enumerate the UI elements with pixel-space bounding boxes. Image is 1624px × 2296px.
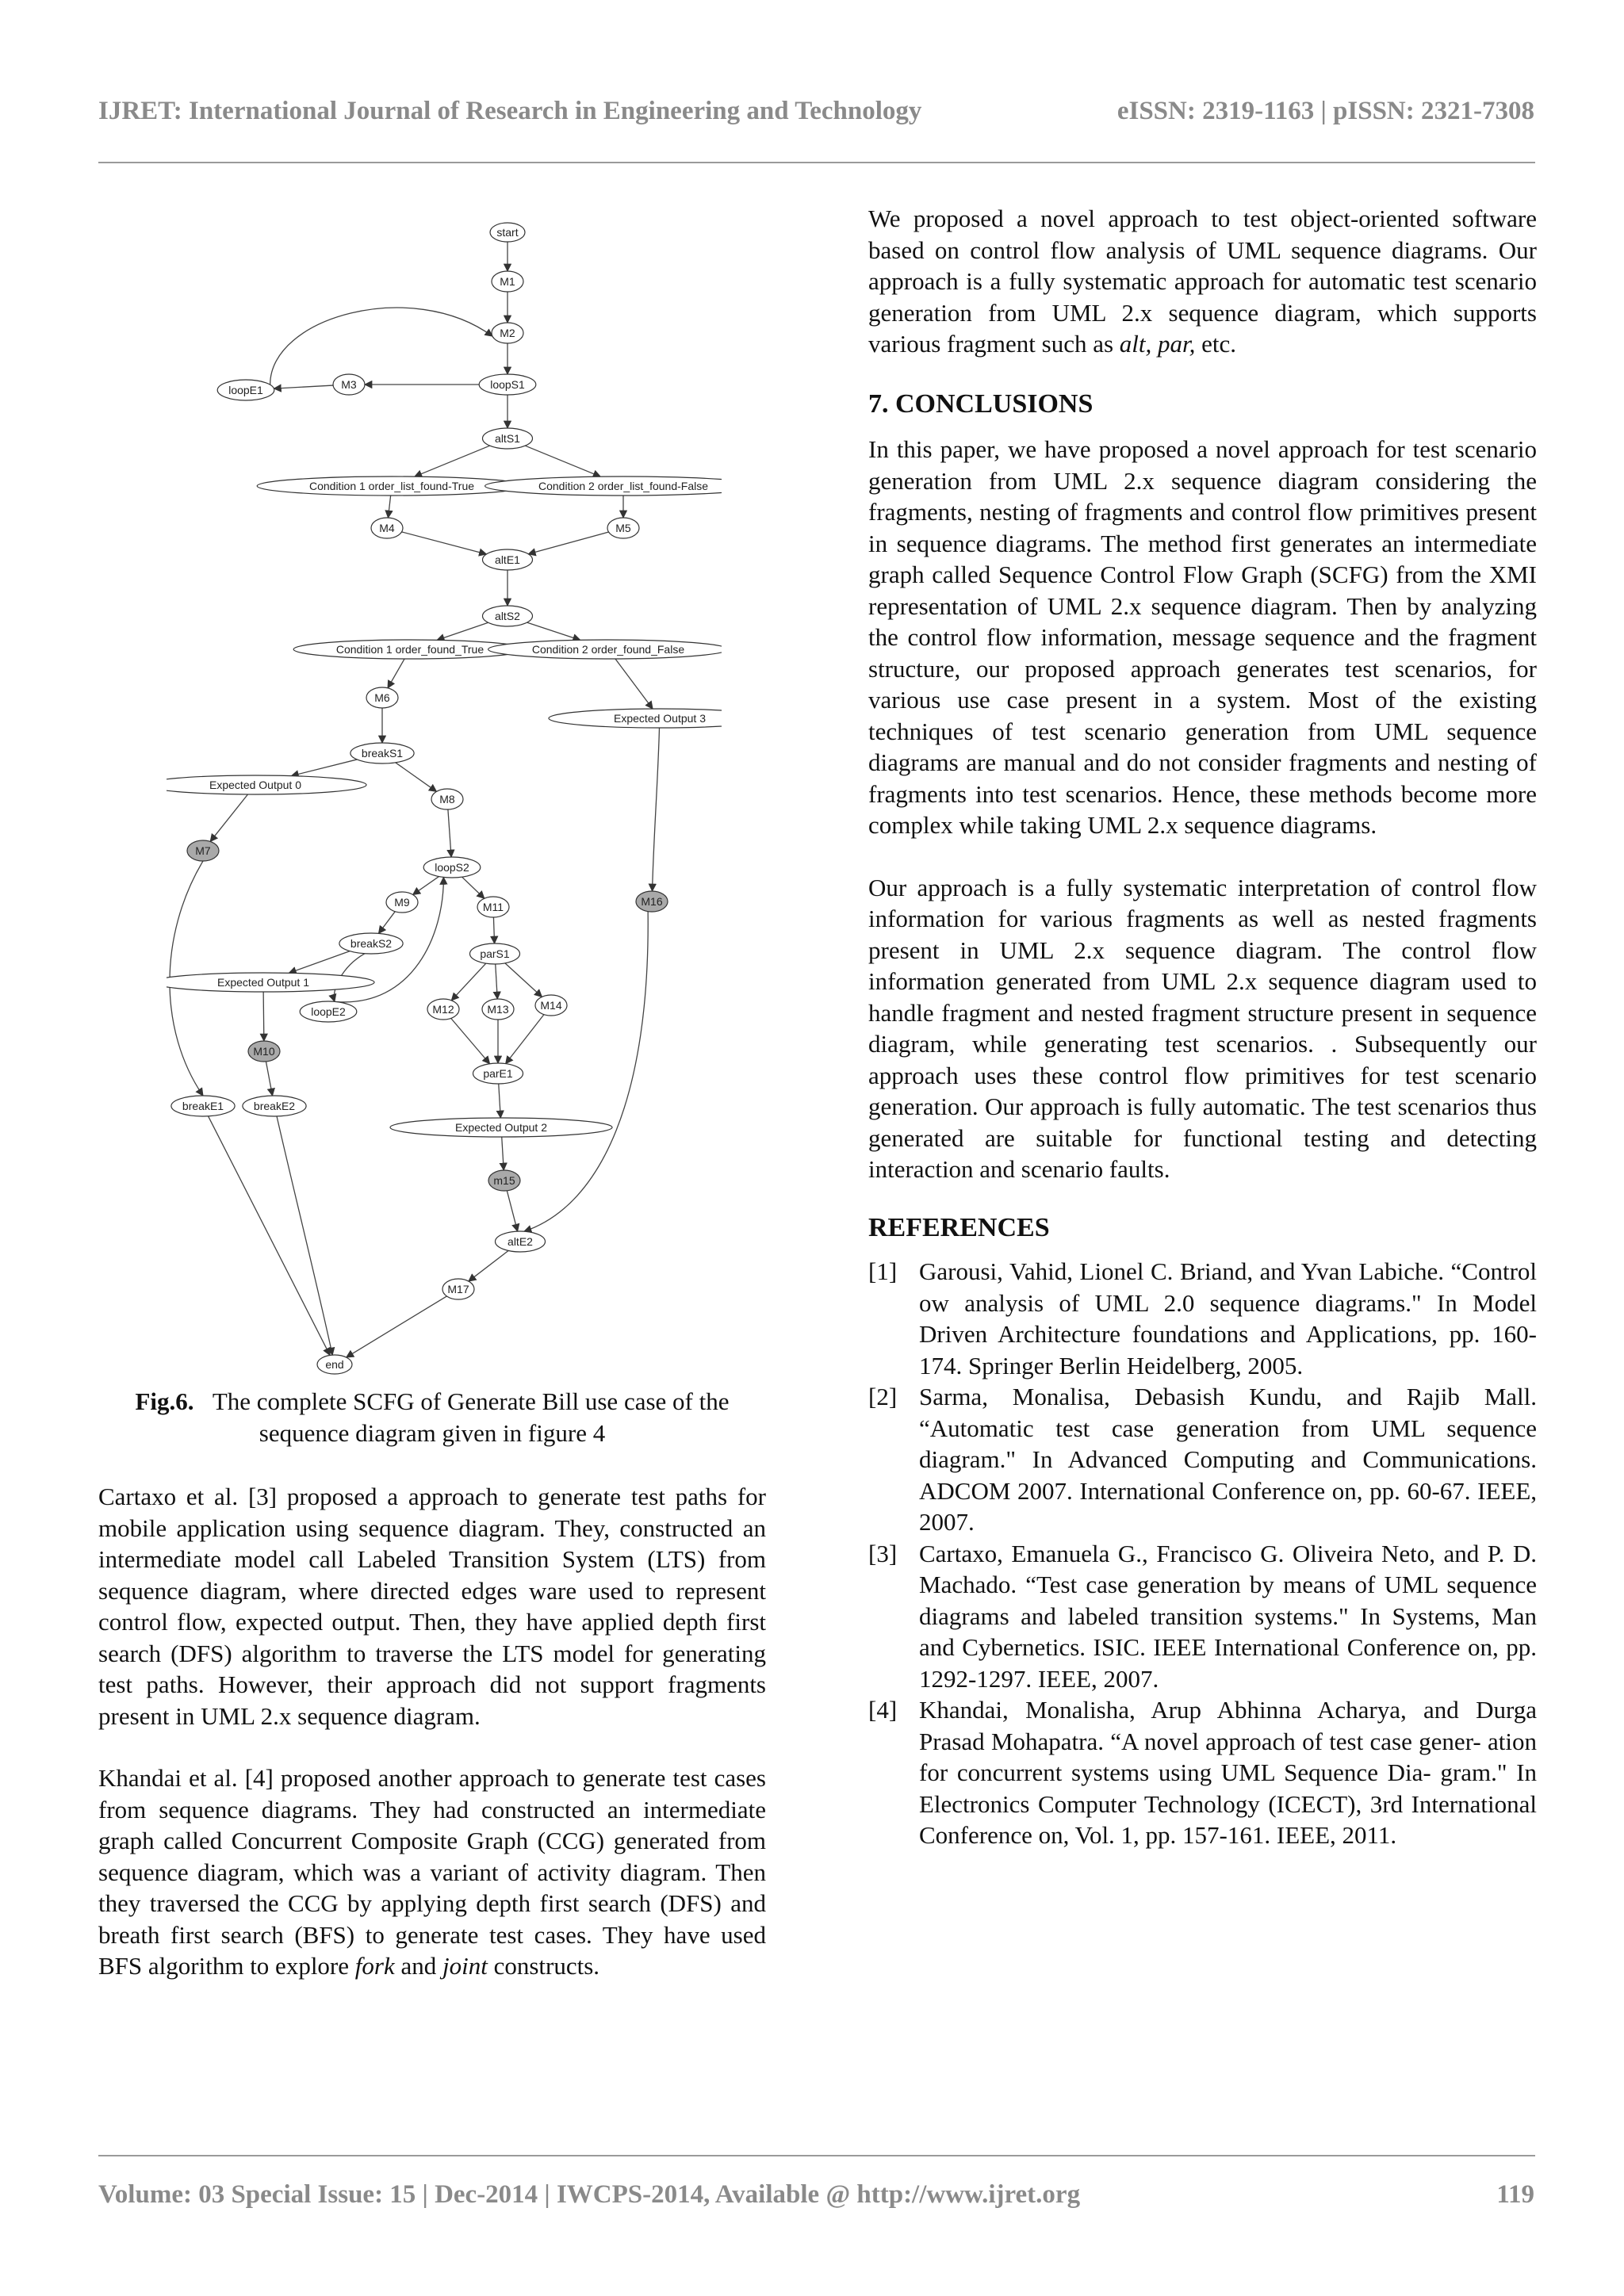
graph-node-label: Expected Output 3 — [614, 712, 706, 725]
figure-label: Fig.6. — [135, 1387, 194, 1415]
graph-edge — [270, 308, 492, 385]
issn: eISSN: 2319-1163 | pISSN: 2321-7308 — [1116, 97, 1534, 125]
graph-node-label: Condition 1 order_found_True — [335, 643, 485, 656]
graph-edge — [524, 912, 648, 1232]
graph-edge — [528, 532, 608, 554]
graph-node-label: M11 — [482, 901, 504, 913]
graph-edge — [493, 917, 494, 943]
graph-edge — [266, 1062, 272, 1096]
graph-node-loops1 — [479, 374, 536, 395]
graph-edge — [415, 446, 490, 476]
graph-node-m3 — [333, 374, 365, 395]
graph-node-m2 — [492, 323, 523, 343]
reference-item: [3] Cartaxo, Emanuela G., Francisco G. Oliveira Neto, and P. D. Machado. “Test case generation by means of UML sequence diagrams and labeled transition systems." In Systems, Man and Cybernetics. ISIC. IEEE International Conference on, pp. 1292-1297. IEEE, 2007. — [868, 1539, 1537, 1693]
conclusions-paragraph-2: Our approach is a fully systematic interpretation of control flow information for various fragments as well as nested fragments present in UML 2.x sequence diagram. The control flow information generated from UML 2.x sequence diagram used to handle fragment and nested fragment structure present in sequence diagram, while generating test scenarios. . Subsequently our approach uses these control flow primitives for test scenario generation. Our approach is fully automatic. The test scenarios thus generated are suitable for functional testing and detecting interaction and scenario faults. — [868, 873, 1537, 1183]
graph-node-label: altS1 — [495, 432, 520, 445]
journal-title: IJRET: International Journal of Research in Engineering and Technology — [98, 97, 922, 125]
graph-node-m11 — [477, 897, 509, 917]
graph-edge — [209, 1116, 331, 1356]
graph-edge — [469, 1250, 508, 1281]
graph-node-label: Condition 2 order_found_False — [531, 643, 685, 656]
graph-node-label: M1 — [500, 275, 515, 288]
graph-node-m16 — [636, 891, 668, 912]
graph-node-label: M2 — [500, 327, 515, 339]
graph-node-label: start — [496, 226, 519, 239]
figure-caption — [98, 1386, 766, 1449]
graph-edge — [506, 1015, 544, 1064]
graph-node-m13 — [482, 999, 514, 1020]
graph-edge — [277, 1116, 332, 1355]
paragraph-khandai: Khandai et al. [4] proposed another approach to generate test cases from sequence diagrams. They had constructed an intermediate graph called Concurrent Composite Graph (CCG) generated from sequence diagram, which was a variant of activity diagram. Then they traversed the CCG by applying depth first search (DFS) and breath first search (BFS) to generate test cases. They have used BFS algorithm to explore fork and joint constructs. — [98, 1764, 766, 1980]
graph-node-label: Expected Output 1 — [217, 976, 309, 989]
graph-node-end — [317, 1355, 352, 1374]
graph-node-label: M12 — [432, 1003, 454, 1016]
graph-node-label: M16 — [641, 895, 663, 908]
graph-node-m4 — [371, 518, 403, 538]
graph-node-label: loopS1 — [490, 378, 525, 391]
graph-node-label: parE1 — [483, 1067, 513, 1080]
graph-node-label: loopS2 — [435, 861, 469, 874]
graph-edge — [499, 1084, 501, 1118]
conclusions-heading: 7. CONCLUSIONS — [868, 388, 1094, 419]
graph-edge — [274, 385, 333, 388]
graph-edge — [615, 659, 653, 709]
footer-rule — [98, 2155, 1535, 2156]
graph-node-eo1 — [167, 973, 374, 992]
graph-node-label: end — [325, 1358, 344, 1371]
graph-node-label: loopE1 — [228, 384, 263, 396]
graph-node-label: altE2 — [508, 1235, 533, 1248]
graph-edge — [462, 877, 485, 898]
graph-node-label: M3 — [341, 378, 357, 391]
graph-node-eo2 — [390, 1118, 612, 1137]
graph-node-m9 — [386, 892, 418, 913]
graph-edge — [525, 446, 600, 476]
graph-edge — [289, 951, 350, 974]
graph-edge — [437, 622, 488, 640]
graph-node-alts2 — [483, 606, 533, 626]
scfg-graph — [167, 210, 722, 1383]
graph-node-m12 — [427, 999, 459, 1020]
paragraph-cartaxo: Cartaxo et al. [3] proposed a approach to generate test paths for mobile application using sequence diagram. They, constructed an intermediate model call Labeled Transition System (LTS) from sequence diagram, where directed edges ware used to represent control flow, expected output. Then, they have applied depth first search (DFS) algorithm to traverse the LTS model for generating test paths. However, their approach did not support fragments present in UML 2.x sequence diagram. — [98, 1483, 766, 1730]
graph-edge — [388, 496, 390, 518]
left-column — [98, 1481, 766, 1982]
graph-node-loops2 — [423, 857, 481, 878]
graph-node-alts1 — [483, 428, 533, 449]
graph-node-c2a — [485, 476, 722, 496]
graph-node-m6 — [366, 687, 398, 708]
graph-node-label: Condition 1 order_list_found-True — [308, 480, 475, 492]
header-rule — [98, 162, 1535, 163]
reference-item: [2] Sarma, Monalisa, Debasish Kundu, and Rajib Mall. “Automatic test case generation from UML sequence diagram." In Advanced Computing and Communications. ADCOM 2007. International Conference on, pp. 60-67. IEEE, 2007. — [868, 1383, 1537, 1536]
graph-node-breaks1 — [350, 743, 414, 763]
graph-node-m7 — [187, 840, 219, 861]
graph-node-label: altS2 — [495, 610, 520, 622]
page-number: 119 — [1496, 2180, 1534, 2209]
graph-node-label: breakE2 — [253, 1100, 296, 1112]
graph-node-m8 — [431, 789, 463, 809]
graph-node-start — [490, 223, 525, 242]
graph-edge — [291, 760, 357, 776]
reference-item: [1] Garousi, Vahid, Lionel C. Briand, and Yvan Labiche. “Control ow analysis of UML 2.0 sequence diagrams." In Model Driven Architecture foundations and Applications, pp. 160-174. Springer Berlin Heidelberg, 2005. — [868, 1257, 1537, 1380]
graph-node-m10 — [248, 1041, 280, 1062]
graph-node-label: Expected Output 2 — [455, 1121, 547, 1134]
graph-node-label: M5 — [615, 522, 631, 534]
graph-node-breake1 — [171, 1096, 235, 1116]
references-heading: REFERENCES — [868, 1212, 1050, 1242]
graph-node-label: M13 — [487, 1003, 509, 1016]
graph-node-loope2 — [300, 1001, 357, 1022]
graph-node-label: M7 — [195, 844, 211, 857]
paragraph-intro: We proposed a novel approach to test object-oriented software based on control flow analysis of UML sequence diagrams. Our approach is a fully systematic approach for automatic test scenario generation from UML 2.x sequence diagram, which supports various fragment such as alt, par, etc. — [868, 205, 1537, 358]
footer-volume: Volume: 03 Special Issue: 15 | Dec-2014 | IWCPS-2014, Available @ http://www.ijret.org — [98, 2180, 1081, 2209]
graph-node-label: M8 — [439, 793, 455, 806]
graph-edge — [451, 1018, 490, 1063]
graph-edge — [527, 622, 580, 640]
conclusions-paragraph-1: In this paper, we have proposed a novel approach for test scenario generation from UML 2.x sequence diagram considering the fragments, nesting of fragments and control flow primitives present in sequence diagrams. The method first generates an intermediate graph called Sequence Control Flow Graph (SCFG) from the XMI representation of UML 2.x sequence diagram. Then by analyzing the control flow information, message sequence and the fragment structure, our proposed approach generates test scenarios, for various use case present in a system. Most of the existing techniques of test scenario generation from UML sequence diagrams are manual and do not consider fragments and nesting of fragments into test scenarios. Hence, these methods become more complex while taking UML 2.x sequence diagrams. — [868, 435, 1537, 839]
graph-edge — [388, 659, 404, 688]
graph-edge — [502, 1137, 504, 1170]
graph-node-m15 — [488, 1170, 520, 1191]
graph-node-breake2 — [243, 1096, 306, 1116]
graph-node-alte1 — [483, 549, 533, 570]
graph-edge — [496, 964, 498, 999]
graph-node-m17 — [442, 1279, 474, 1299]
graph-node-loope1 — [217, 380, 274, 400]
graph-node-alte2 — [496, 1231, 546, 1252]
graph-edge — [378, 912, 395, 934]
reference-item: [4] Khandai, Monalisha, Arup Abhinna Acharya, and Durga Prasad Mohapatra. “A novel approach of test case gener- ation for concurrent systems using UML Sequence Dia- gram." In Electronics Computer Technology (ICECT), 3rd International Conference on, Vol. 1, pp. 157-161. IEEE, 2011. — [868, 1696, 1537, 1849]
graph-node-pare1 — [473, 1063, 523, 1084]
graph-node-pars1 — [470, 943, 520, 964]
graph-node-label: M17 — [447, 1283, 469, 1295]
graph-edge — [402, 532, 487, 554]
graph-edge — [263, 992, 264, 1041]
graph-node-label: altE1 — [495, 553, 520, 566]
graph-node-m1 — [492, 271, 523, 292]
graph-node-label: M6 — [374, 691, 390, 704]
graph-node-m14 — [535, 995, 567, 1016]
graph-node-eo0 — [167, 775, 366, 794]
graph-edge — [505, 963, 542, 997]
graph-node-label: M10 — [253, 1045, 275, 1058]
right-column — [868, 203, 1537, 1851]
graph-node-label: m15 — [493, 1174, 515, 1187]
reference-list — [868, 1256, 1537, 1851]
figure-caption-text: The complete SCFG of Generate Bill use case of the sequence diagram given in figure 4 — [212, 1387, 730, 1447]
graph-edge — [507, 1191, 517, 1231]
graph-node-label: loopE2 — [311, 1005, 346, 1018]
graph-node-label: breakS2 — [350, 937, 393, 950]
graph-node-label: M14 — [540, 999, 562, 1012]
graph-edge — [653, 728, 660, 891]
graph-edge — [347, 1296, 447, 1357]
graph-node-label: breakS1 — [361, 747, 404, 760]
graph-edge — [413, 877, 439, 895]
graph-edge — [448, 809, 451, 857]
graph-edge — [210, 794, 247, 841]
graph-node-label: Condition 2 order_list_found-False — [538, 480, 709, 492]
graph-edge — [396, 763, 437, 792]
graph-node-eo3 — [549, 709, 722, 728]
graph-node-label: M9 — [394, 896, 410, 909]
graph-node-breaks2 — [339, 933, 403, 954]
graph-node-label: parS1 — [480, 947, 510, 960]
graph-node-label: Expected Output 0 — [209, 779, 301, 791]
graph-node-c2b — [488, 640, 722, 659]
graph-node-label: M4 — [379, 522, 395, 534]
graph-node-m5 — [607, 518, 639, 538]
graph-node-label: breakE1 — [182, 1100, 224, 1112]
graph-edge — [451, 963, 485, 1001]
